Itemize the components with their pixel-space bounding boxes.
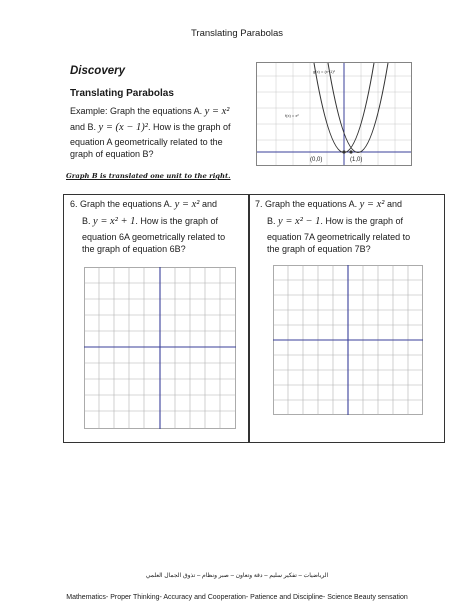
problem-7-line-1	[255, 199, 402, 210]
example-line-4: graph of equation B?	[70, 149, 154, 159]
equation-b: y = (x − 1)²	[98, 122, 148, 133]
vertex-b-point	[349, 150, 352, 153]
problem-7-prefix: Graph the equations A.	[265, 199, 358, 209]
answer-text: Graph B is translated one unit to the right.	[66, 172, 231, 180]
problem-7-eq-a: y = x²	[359, 199, 385, 210]
example-line-1	[70, 106, 229, 117]
example-line-3: equation A geometrically related to the	[70, 137, 223, 147]
problem-7-line-2-suffix: . How is the graph of	[320, 216, 403, 226]
problem-6-grid	[84, 267, 236, 429]
page-title: Translating Parabolas	[190, 28, 284, 39]
equation-a: y = x²	[204, 106, 230, 117]
point-label-a: (0,0)	[310, 157, 323, 163]
problem-6-line-4: the graph of equation 6B?	[82, 244, 186, 254]
problem-6-box	[63, 194, 250, 443]
problem-6-line-1	[70, 199, 217, 210]
problem-6-eq-a: y = x²	[174, 199, 200, 210]
problem-6-b-prefix: B.	[82, 216, 91, 226]
problem-6-and: and	[201, 199, 217, 209]
problem-6-line-3: equation 6A geometrically related to	[82, 232, 226, 242]
example-line-2	[70, 122, 230, 133]
example-graph	[256, 62, 412, 166]
problem-7-and: and	[386, 199, 402, 209]
problem-7-box	[248, 194, 445, 443]
problem-6-line-2-suffix: . How is the graph of	[135, 216, 218, 226]
footer-english: Mathematics- Proper Thinking- Accuracy and Cooperation- Patience and Discipline- Science Beauty sensation	[66, 594, 408, 601]
footer-arabic: الرياضيات – تفكير سليم – دقة وتعاون – صبر ونظام – تذوق الجمال العلمي	[145, 573, 329, 579]
label-g: g(x) = (x−1)²	[313, 69, 336, 74]
problem-7-line-3: equation 7A geometrically related to	[267, 232, 411, 242]
problem-6-number: 6.	[70, 199, 78, 209]
problem-6-prefix: Graph the equations A.	[80, 199, 173, 209]
point-label-b: (1,0)	[350, 157, 363, 163]
problem-7-line-2	[267, 216, 403, 227]
example-line-2-prefix: and B.	[70, 122, 97, 132]
discovery-heading: Discovery	[70, 65, 125, 77]
problem-7-number: 7.	[255, 199, 263, 209]
problem-7-line-4: the graph of equation 7B?	[267, 244, 371, 254]
graph-frame	[257, 63, 412, 166]
label-f: f(x) = x²	[285, 113, 299, 118]
example-line-2-suffix: . How is the graph of	[147, 122, 231, 132]
problem-6-line-2	[82, 216, 218, 227]
problem-7-grid	[273, 265, 423, 415]
example-prefix: Example: Graph the equations A.	[70, 106, 203, 116]
vertex-a-point	[342, 150, 345, 153]
section-subheading: Translating Parabolas	[70, 88, 174, 99]
problem-7-eq-b: y = x² − 1	[278, 216, 321, 227]
problem-6-eq-b: y = x² + 1	[93, 216, 136, 227]
problem-7-b-prefix: B.	[267, 216, 276, 226]
